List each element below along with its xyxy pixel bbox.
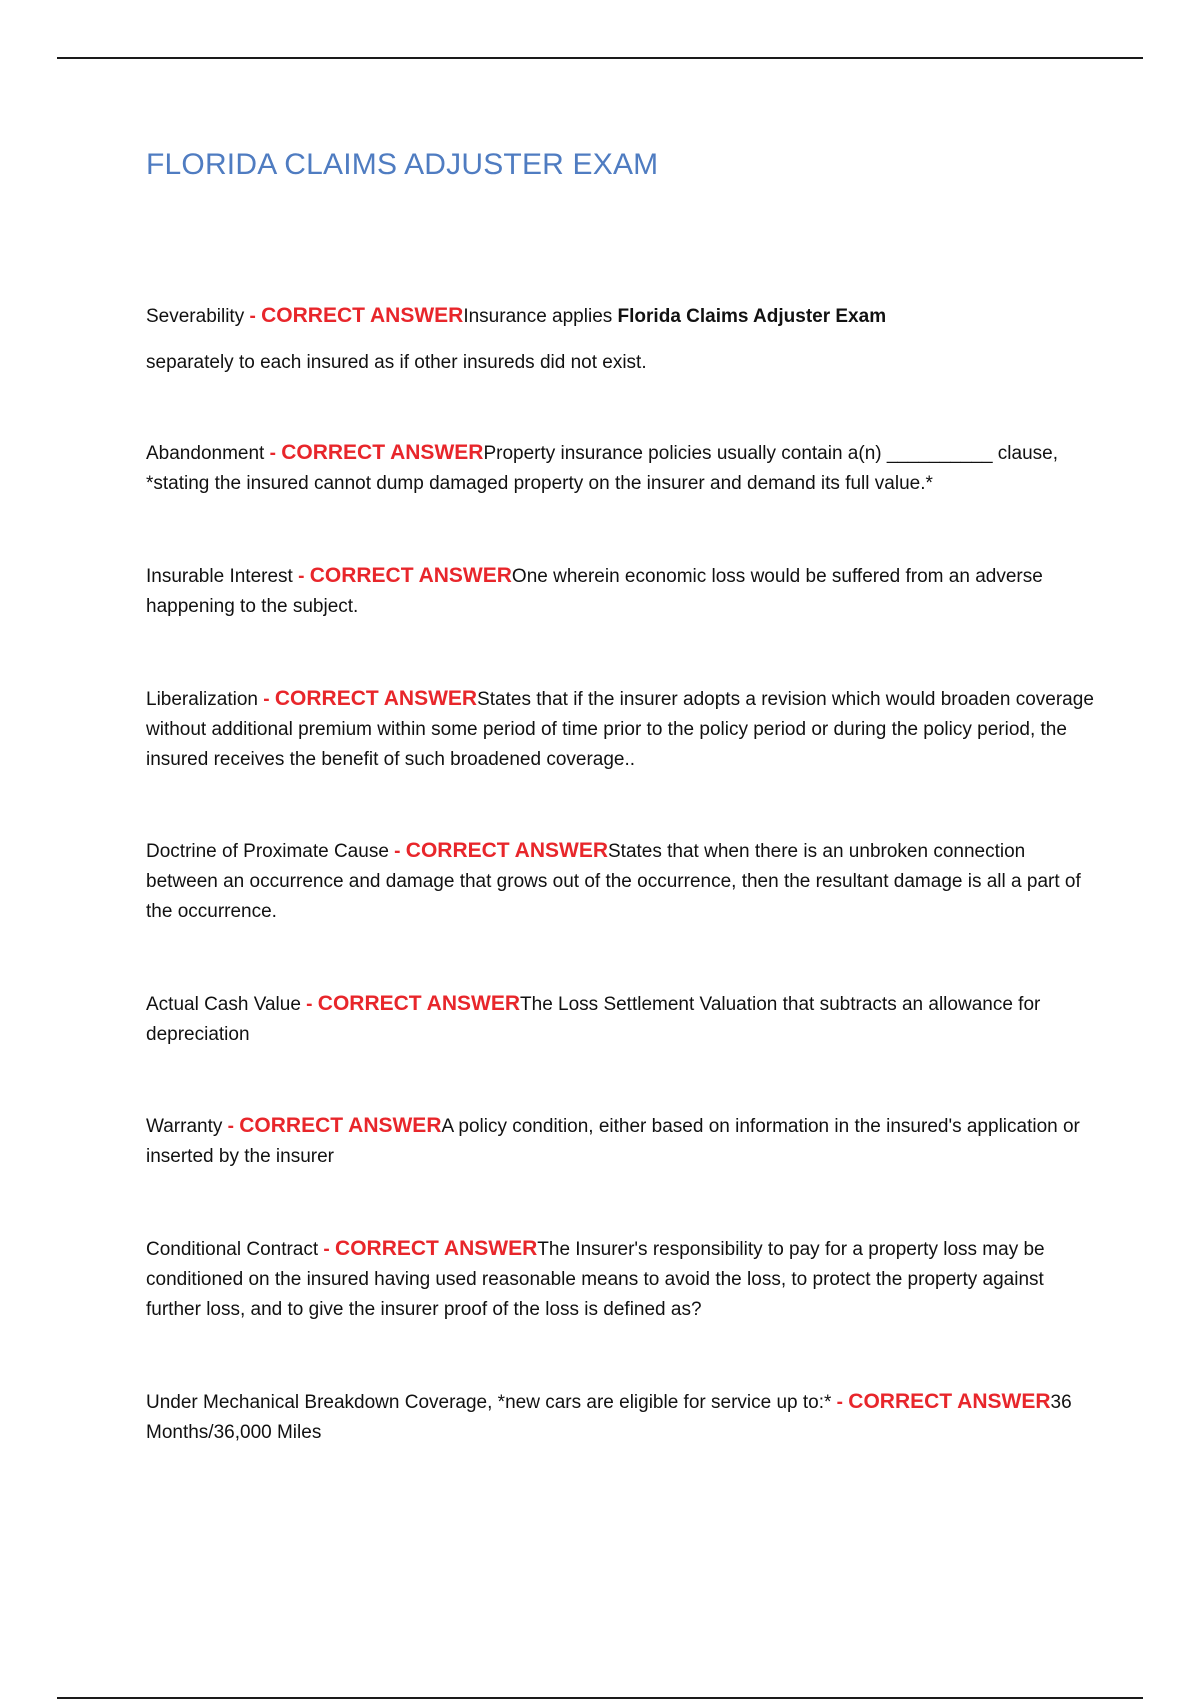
- qa-item-mechanical-breakdown: [146, 1387, 1096, 1448]
- qa-term: Warranty: [146, 1116, 223, 1137]
- bottom-rule: [57, 1697, 1143, 1699]
- qa-item-warranty: [146, 1111, 1096, 1172]
- qa-answer: One wherein economic loss would be suffered from an adverse happening to the subject.: [146, 566, 1043, 617]
- qa-separator: -: [244, 306, 262, 327]
- qa-separator: -: [318, 1239, 336, 1260]
- qa-separator: -: [388, 841, 406, 862]
- qa-answer-continuation: separately to each insured as if other insureds did not exist.: [146, 352, 647, 373]
- qa-answer-label: CORRECT ANSWER: [261, 304, 464, 327]
- qa-answer-label: CORRECT ANSWER: [309, 564, 512, 587]
- qa-answer-label: CORRECT ANSWER: [405, 839, 608, 862]
- qa-item-abandonment: [146, 438, 1096, 499]
- qa-item-proximate-cause: [146, 836, 1096, 927]
- qa-item-liberalization: [146, 684, 1096, 775]
- qa-term: Conditional Contract: [146, 1239, 319, 1260]
- header-watermark: Florida Claims Adjuster Exam: [617, 306, 887, 327]
- qa-separator: -: [264, 443, 282, 464]
- qa-answer: The Insurer's responsibility to pay for a property loss may be conditioned on the insured having used reasonable means to avoid the loss, to protect the property against further loss, and to give the insurer proof of the loss is defined as?: [146, 1239, 1045, 1320]
- qa-item-conditional-contract: [146, 1234, 1096, 1325]
- qa-term: Actual Cash Value: [146, 994, 301, 1015]
- qa-separator: -: [222, 1116, 240, 1137]
- qa-term: Abandonment: [146, 443, 265, 464]
- top-rule: [57, 57, 1143, 59]
- qa-answer-label: CORRECT ANSWER: [848, 1390, 1051, 1413]
- qa-item-severability: [146, 301, 1096, 332]
- qa-answer: Property insurance policies usually contain a(n) __________ clause, *stating the insured cannot dump damaged property on the insurer and demand its full value.*: [146, 443, 1059, 494]
- qa-answer: The Loss Settlement Valuation that subtracts an allowance for depreciation: [146, 994, 1041, 1045]
- qa-answer-label: CORRECT ANSWER: [274, 687, 478, 710]
- qa-answer: 36 Months/36,000 Miles: [146, 1392, 1072, 1443]
- qa-item-insurable-interest: [146, 561, 1096, 622]
- qa-separator: -: [831, 1392, 849, 1413]
- qa-answer-label: CORRECT ANSWER: [239, 1114, 442, 1137]
- qa-term: Insurable Interest: [146, 566, 293, 587]
- document-title: FLORIDA CLAIMS ADJUSTER EXAM: [146, 148, 659, 181]
- qa-separator: -: [292, 566, 310, 587]
- qa-term: Liberalization: [146, 689, 258, 710]
- qa-answer-label: CORRECT ANSWER: [281, 441, 484, 464]
- qa-term: Severability: [146, 306, 245, 327]
- qa-answer: States that when there is an unbroken connection between an occurrence and damage that grows out of the occurrence, then the resultant damage is all a part of the occurrence.: [146, 841, 1081, 922]
- qa-item-actual-cash-value: [146, 989, 1096, 1050]
- qa-term: Under Mechanical Breakdown Coverage, *new cars are eligible for service up to:*: [146, 1392, 832, 1413]
- qa-term: Doctrine of Proximate Cause: [146, 841, 389, 862]
- qa-separator: -: [300, 994, 318, 1015]
- qa-separator: -: [257, 689, 275, 710]
- qa-answer: A policy condition, either based on information in the insured's application or inserted by the insurer: [146, 1116, 1080, 1167]
- qa-answer: States that if the insurer adopts a revision which would broaden coverage without additional premium within some period of time prior to the policy period or during the policy period, the insured receives the benefit of such broadened coverage..: [146, 689, 1094, 770]
- qa-answer-label: CORRECT ANSWER: [317, 992, 521, 1015]
- qa-answer: Insurance applies: [463, 306, 618, 327]
- qa-answer-label: CORRECT ANSWER: [335, 1237, 538, 1260]
